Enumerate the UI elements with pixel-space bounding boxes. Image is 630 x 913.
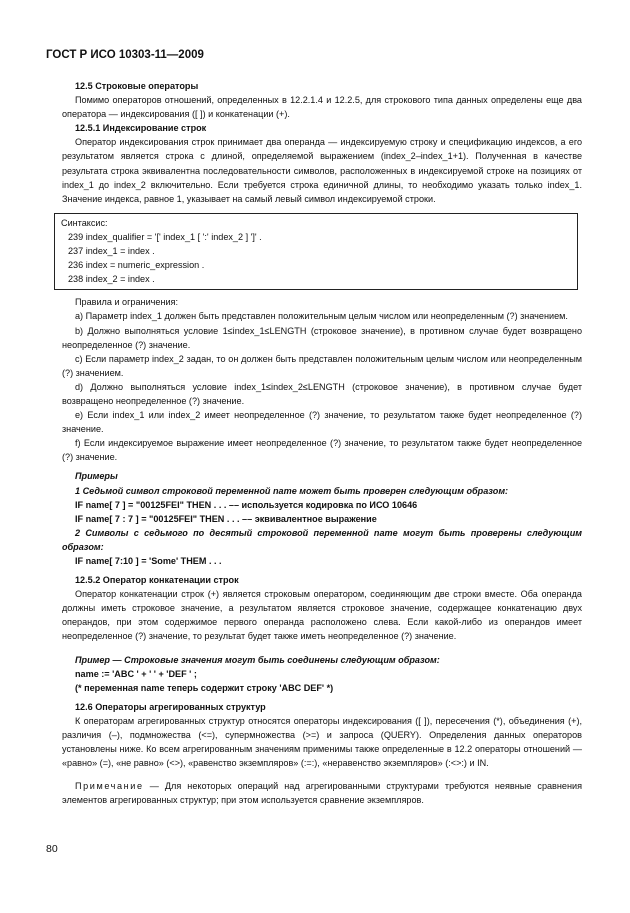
section-12-5-title: 12.5 Строковые операторы [75, 81, 199, 91]
section-12-5-2-title: 12.5.2 Оператор конкатенации строк [75, 575, 239, 586]
rules-label: Правила и ограничения: [75, 297, 178, 308]
rule-item: a) Параметр index_1 должен быть представлен положительным целым числом или неопределенным (?) значением. [75, 311, 568, 322]
syntax-label: Синтаксис: [61, 217, 108, 228]
note-text: — Для некоторых операций над агрегированными структурами требуются неявные сравнения элементов агрегированных структур; при этом используется сравнение экземпляров. [62, 781, 582, 806]
page-body [62, 79, 582, 808]
section-12-6-body: К операторам агрегированных структур относятся операторы индексирования ([ ]), пересечения (*), объединения (+), различия (–), подмножества (<=), супермножества (>=) и запроса (QUERY). Определения данных операторов установлены ниже. Ко всем агрегированным значениям применимы также определенные в 12.2 операторы отношений — «равно» (=), «не равно» (<>), «равенство экземпляров» (:=:), «неравенство экземпляров» (:<>:) и IN. [62, 715, 582, 769]
example-code: (* переменная name теперь содержит строку 'ABC DEF' *) [75, 682, 334, 693]
syntax-line: 239 index_qualifier = '[' index_1 [ ':' index_2 ] ']' . [68, 231, 262, 242]
example-1-text: 1 Седьмой символ строковой переменной name может быть проверен следующим образом: [75, 485, 509, 496]
section-12-5-1-title: 12.5.1 Индексирование строк [75, 123, 207, 134]
examples-label: Примеры [75, 471, 118, 482]
section-12-5-1-body: Оператор индексирования строк принимает два операнда — индексируемую строку и спецификацию индексов, а его результатом является строка с длиной, определяемой выражением (index_2–index_1+1). Полученная в качестве результата строка эквивалентна последовательности символов, расположенных в индексируемой строке на позициях от index_1 до index_2 включительно. Если требуется строка единичной длины, то необходимо указать только index_1. Значение индекса, равное 1, указывает на самый левый символ индексируемой строки. [62, 137, 582, 204]
rule-item: b) Должно выполняться условие 1≤index_1≤LENGTH (строковое значение), в противном случае будет возвращено неопределенное (?) значение. [62, 325, 582, 350]
concat-example-text: Пример — Строковые значения могут быть соединены следующим образом: [75, 654, 440, 665]
document-header: ГОСТ Р ИСО 10303-11—2009 [46, 49, 204, 61]
example-2-text: 2 Символы с седьмого по десятый строковой переменной name могут быть проверены следующим образом: [62, 527, 582, 552]
rule-item: d) Должно выполняться условие index_1≤index_2≤LENGTH (строковое значение), в противном случае будет возвращено неопределенное (?) значение. [62, 381, 582, 406]
section-12-5-intro: Помимо операторов отношений, определенных в 12.2.1.4 и 12.2.5, для строкового типа данных определены еще два оператора — индексирования ([ ]) и конкатенации (+). [62, 95, 582, 120]
rule-item: c) Если параметр index_2 задан, то он должен быть представлен положительным целым числом или неопределенным (?) значением. [62, 353, 582, 378]
section-12-6-title: 12.6 Операторы агрегированных структур [75, 701, 266, 712]
example-code: name := 'ABC ' + ' ' + 'DEF ' ; [75, 668, 197, 679]
rule-item: f) Если индексируемое выражение имеет неопределенное (?) значение, то результатом также будет неопределенное (?) значение. [62, 438, 582, 463]
example-code: IF name[ 7:10 ] = 'Some' THEM . . . [75, 556, 222, 566]
syntax-line: 237 index_1 = index . [68, 246, 155, 257]
syntax-box [54, 213, 578, 290]
example-code: IF name[ 7 ] = "00125FEI" THEN . . . –– используется кодировка по ИСО 10646 [75, 499, 418, 510]
note [62, 779, 582, 807]
example-code: IF name[ 7 : 7 ] = "00125FEI" THEN . . . –– эквивалентное выражение [75, 513, 377, 524]
syntax-line: 236 index = numeric_expression . [68, 260, 205, 271]
rule-item: e) Если index_1 или index_2 имеет неопределенное (?) значение, то результатом также будет неопределенное (?) значение. [62, 410, 582, 435]
page-number: 80 [46, 843, 58, 855]
note-label: Примечание [75, 781, 144, 792]
section-12-5-2-body: Оператор конкатенации строк (+) является строковым оператором, соединяющим две строки вместе. Оба операнда должны иметь строковое значение, а результатом является строковое значение, содержащее конкатенацию двух операндов, при этом содержимое первого операнда расположено слева. Если какой-либо из операндов имеет неопределенное (?) значение, то результат будет также иметь неопределенное (?) значение. [62, 589, 582, 642]
syntax-line: 238 index_2 = index . [68, 274, 155, 285]
